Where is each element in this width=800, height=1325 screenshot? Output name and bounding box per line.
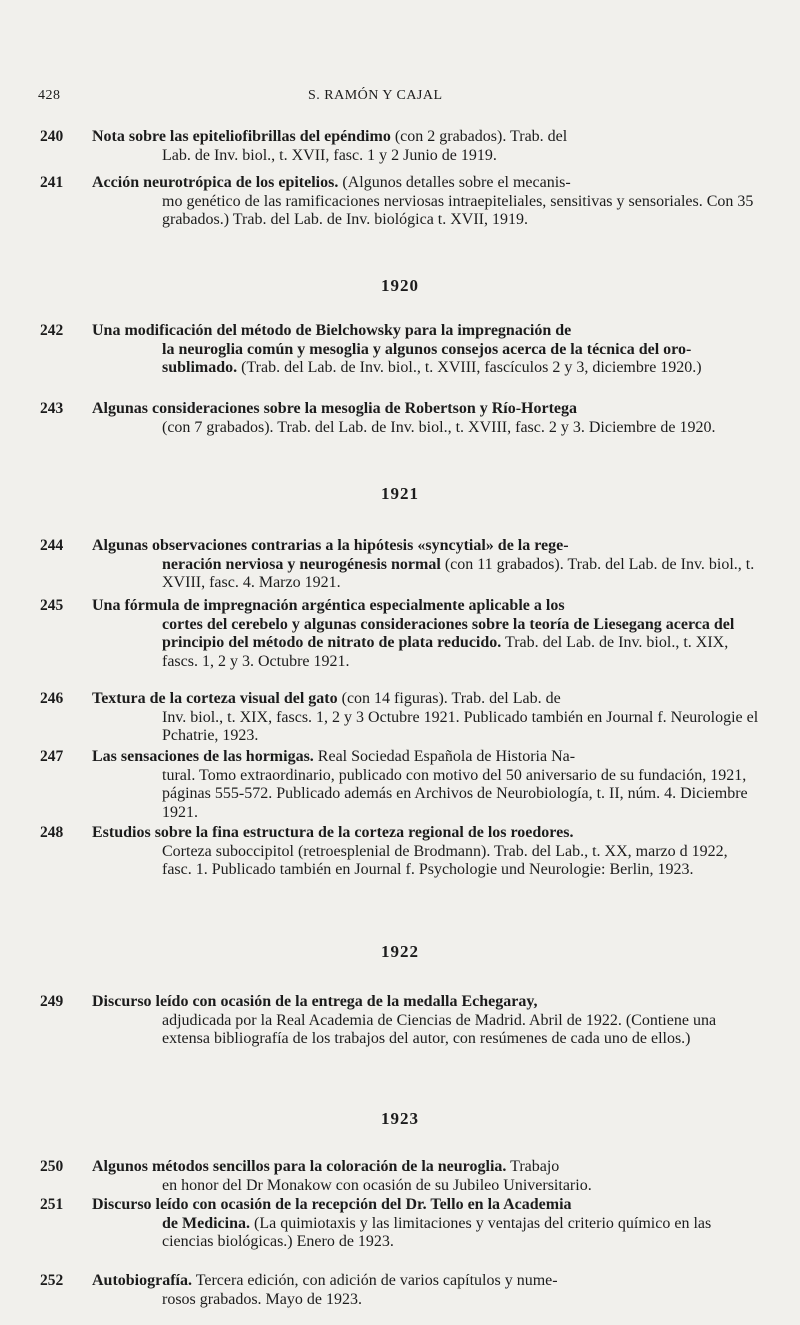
bibliography-entry [40,1196,760,1252]
entry-details: (La quimiotaxis y las limitaciones y ventajas del criterio químico en las ciencias biológicas.) Enero de 1923. [162,1214,712,1250]
entry-details: (con 2 grabados). Trab. del [390,128,568,145]
entry-title-continued: la neuroglia común y mesoglia y algunos consejos acerca de la técnica del oro-sublimado. [162,340,692,376]
entry-details: (Algunos detalles sobre el mecanis- [338,174,571,191]
year-heading: 1923 [381,1109,419,1128]
entry-details: Tercera edición, con adición de varios capítulos y nume- [192,1272,558,1289]
entry-number: 249 [40,993,64,1010]
bibliography-entry [40,690,760,746]
entry-number: 245 [40,597,64,614]
entry-number: 244 [40,537,64,554]
bibliography-entry [40,400,760,437]
page-header [38,88,778,110]
entry-number: 241 [40,174,64,191]
entry-title: Algunos métodos sencillos para la coloración de la neuroglia. [92,1158,507,1175]
entry-title: Las sensaciones de las hormigas. [92,748,314,765]
entry-details: tural. Tomo extraordinario, publicado con motivo del 50 aniversario de su fundación, 1921, páginas 555-572. Publicado además en Archivos de Neurobiología, t. II, núm. 4. Diciembre 1921. [162,766,748,821]
entry-details: Real Sociedad Española de Historia Na- [313,748,576,765]
entry-body [92,537,760,593]
year-heading: 1921 [381,484,419,503]
entry-title-continued: neración nerviosa y neurogénesis normal [162,555,441,573]
entry-body [92,993,760,1049]
bibliography-entry [40,537,760,593]
entry-title: Algunas observaciones contrarias a la hipótesis «syncytial» de la rege- [92,537,569,554]
entry-title: Textura de la corteza visual del gato [92,690,338,707]
entry-number: 252 [40,1272,64,1289]
entry-title: Acción neurotrópica de los epitelios. [92,174,339,191]
entry-title: Estudios sobre la fina estructura de la corteza regional de los roedores. [92,824,574,841]
entry-body [92,748,760,822]
entry-number: 250 [40,1158,64,1175]
entry-number: 246 [40,690,64,707]
entry-number: 240 [40,128,64,145]
entry-number: 242 [40,322,64,339]
bibliography-entry [40,993,760,1049]
entry-title-continued: cortes del cerebelo y algunas consideraciones sobre la teoría de Liesegang acerca del principio del método de nitrato de plata reducido. [162,615,735,651]
entry-title: Discurso leído con ocasión de la entrega de la medalla Echegaray, [92,993,538,1010]
entry-details: rosos grabados. Mayo de 1923. [162,1290,362,1308]
entry-details: en honor del Dr Monakow con ocasión de su Jubileo Universitario. [162,1176,592,1194]
entry-body [92,824,760,880]
bibliography-entry [40,748,760,822]
bibliography-entry [40,1158,760,1195]
entry-body [92,690,760,746]
entry-number: 248 [40,824,64,841]
entry-body [92,1196,760,1252]
entry-title: Nota sobre las epiteliofibrillas del epéndimo [92,128,391,145]
entry-details: Lab. de Inv. biol., t. XVII, fasc. 1 y 2 Junio de 1919. [162,146,497,164]
entry-title: Discurso leído con ocasión de la recepción del Dr. Tello en la Academia [92,1196,572,1213]
entry-title-continued: de Medicina. [162,1214,250,1232]
bibliography-entry [40,1272,760,1309]
entry-body [92,322,760,378]
entry-title: Autobiografía. [92,1272,192,1289]
running-head: S. RAMÓN Y CAJAL [308,88,443,103]
page-number: 428 [38,88,61,103]
entry-body [92,400,760,437]
entry-details: (Trab. del Lab. de Inv. biol., t. XVIII, fascículos 2 y 3, diciembre 1920.) [237,359,702,376]
bibliography-entry [40,322,760,378]
entry-details: Trabajo [506,1158,560,1175]
entry-details: (con 14 figuras). Trab. del Lab. de [337,690,561,707]
entry-title: Algunas consideraciones sobre la mesoglia de Robertson y Río-Hortega [92,400,578,417]
year-heading: 1922 [381,942,419,961]
entry-title: Una fórmula de impregnación argéntica especialmente aplicable a los [92,597,565,614]
bibliography-entry [40,174,760,230]
bibliography-entry [40,128,760,165]
entry-body [92,128,760,165]
entry-body [92,1158,760,1195]
entry-body [92,597,760,671]
entry-number: 247 [40,748,64,765]
year-heading: 1920 [381,276,419,295]
entry-details: adjudicada por la Real Academia de Ciencias de Madrid. Abril de 1922. (Contiene una extensa bibliografía de los trabajos del autor, con resúmenes de cada uno de ellos.) [162,1011,717,1047]
entry-number: 251 [40,1196,64,1213]
entry-details: Corteza suboccipitol (retroesplenial de Brodmann). Trab. del Lab., t. XX, marzo d 1922, fasc. 1. Publicado también en Journal f. Psychologie und Neurologie: Berlin, 1923. [162,842,728,878]
entry-details: mo genético de las ramificaciones nerviosas intraepiteliales, sensitivas y sensoriales. Con 35 grabados.) Trab. del Lab. de Inv. biológica t. XVII, 1919. [162,192,754,228]
entry-details: (con 7 grabados). Trab. del Lab. de Inv. biol., t. XVIII, fasc. 2 y 3. Diciembre de 1920. [162,418,716,436]
entry-details: Inv. biol., t. XIX, fascs. 1, 2 y 3 Octubre 1921. Publicado también en Journal f. Neurologie el Pchatrie, 1923. [162,708,759,744]
entry-body [92,1272,760,1309]
entry-details: (con 11 grabados). Trab. del Lab. de Inv. biol., t. XVIII, fasc. 4. Marzo 1921. [162,555,755,591]
entry-title: Una modificación del método de Bielchowsky para la impregnación de [92,322,572,339]
bibliography-entry [40,597,760,671]
entry-number: 243 [40,400,64,417]
entry-body [92,174,760,230]
bibliography-entry [40,824,760,880]
entry-details: Trab. del Lab. de Inv. biol., t. XIX, fascs. 1, 2 y 3. Octubre 1921. [162,634,729,670]
